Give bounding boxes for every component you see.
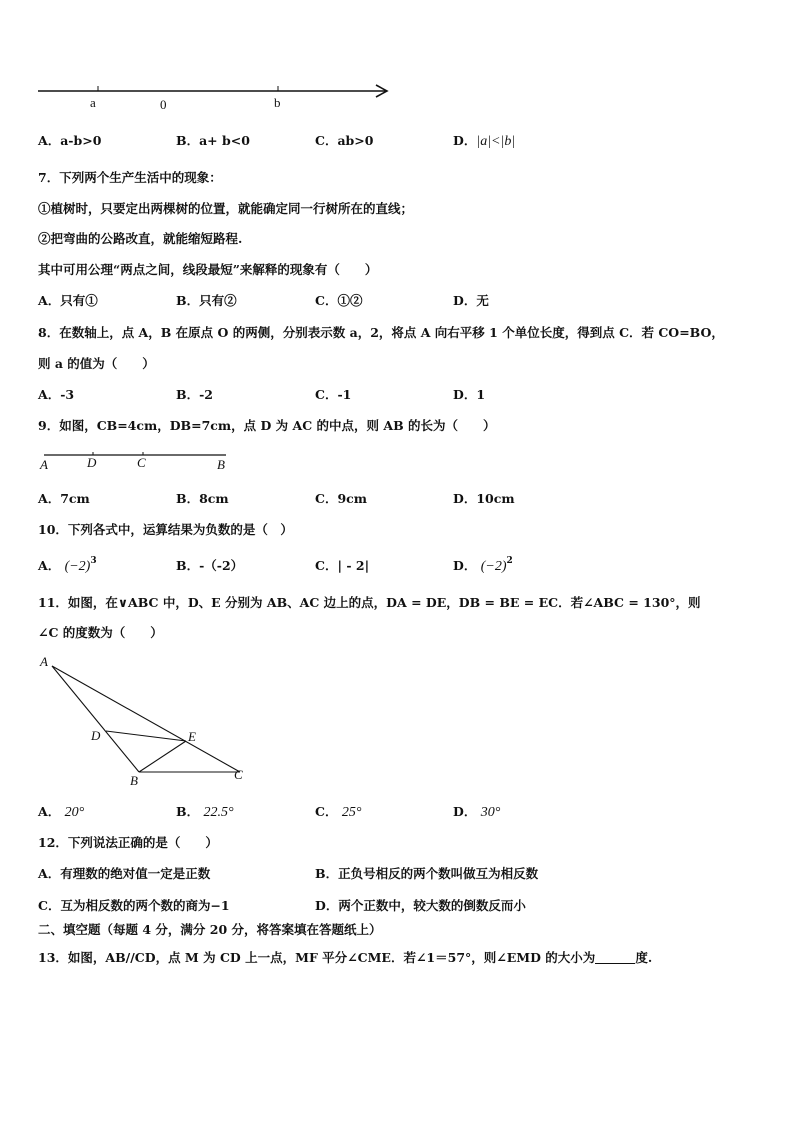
q7-item-2: ②把弯曲的公路改直，就能缩短路程. (38, 231, 243, 246)
q11-option-a[interactable]: A． 20° (38, 804, 85, 820)
q10-stem: 10．下列各式中，运算结果为负数的是（ ） (38, 522, 293, 537)
q7-option-a[interactable]: A．只有① (38, 293, 98, 308)
numberline-label-b: b (274, 95, 281, 110)
section-heading: 二、填空题（每题 4 分，满分 20 分，将答案填在答题纸上） (38, 922, 382, 937)
q10-option-a[interactable]: A． $(-2)^3$ (38, 556, 97, 574)
q7-ask: 其中可用公理“两点之间，线段最短”来解释的现象有（ ） (38, 262, 378, 277)
q12-stem: 12．下列说法正确的是（ ） (38, 835, 218, 850)
segment-label-b: B (217, 457, 225, 472)
q11-stem-2: ∠C 的度数为（ ） (38, 625, 163, 640)
triangle-label-b: B (130, 773, 138, 788)
q7-item-1: ①植树时，只要定出两棵树的位置，就能确定同一行树所在的直线； (38, 201, 414, 216)
q8-stem: 8．在数轴上，点 A，B 在原点 O 的两侧，分别表示数 a，2，将点 A 向右平移 1 个单位长度，得到点 C．若 CO=BO， (38, 325, 724, 340)
q11-option-d[interactable]: D． 30° (453, 804, 501, 820)
number-line-figure (36, 80, 396, 114)
q12-option-b[interactable]: B．正负号相反的两个数叫做互为相反数 (315, 866, 539, 881)
q7-option-c[interactable]: C．①② (315, 293, 363, 308)
q11-option-c[interactable]: C． 25° (315, 804, 362, 820)
segment-label-c: C (137, 455, 146, 470)
q10-option-b[interactable]: B．-（-2） (176, 558, 244, 573)
q8-option-b[interactable]: B．-2 (176, 387, 213, 402)
q9-option-d[interactable]: D．10cm (453, 491, 515, 506)
segment-figure (36, 448, 236, 476)
q12-option-c[interactable]: C．互为相反数的两个数的商为−1 (38, 898, 230, 913)
q9-option-c[interactable]: C．9cm (315, 491, 367, 506)
q8-option-c[interactable]: C．-1 (315, 387, 352, 402)
q10-option-d[interactable]: D． $(-2)^2$ (453, 556, 513, 574)
answer-blank[interactable] (595, 951, 635, 964)
q12-option-d[interactable]: D．两个正数中，较大数的倒数反而小 (315, 898, 526, 913)
q12-option-a[interactable]: A．有理数的绝对值一定是正数 (38, 866, 211, 881)
segment-label-d: D (87, 455, 97, 470)
q11-stem: 11．如图，在∨ABC 中，D、E 分别为 AB、AC 边上的点，DA = DE，DB = BE = EC．若∠ABC = 130°，则 (38, 595, 701, 610)
q8-option-d[interactable]: D．1 (453, 387, 486, 402)
q7-option-b[interactable]: B．只有② (176, 293, 237, 308)
q6-option-c[interactable]: C．ab>0 (315, 133, 374, 148)
triangle-label-a: A (40, 654, 48, 669)
q7-option-d[interactable]: D．无 (453, 293, 489, 308)
numberline-label-a: a (90, 95, 96, 110)
triangle-label-d: D (91, 728, 101, 743)
q8-stem-2: 则 a 的值为（ ） (38, 356, 155, 371)
q6-option-d[interactable]: D．|a|<|b| (453, 133, 516, 149)
q9-option-b[interactable]: B．8cm (176, 491, 229, 506)
triangle-label-c: C (234, 767, 243, 782)
q9-stem: 9．如图，CB=4cm，DB=7cm，点 D 为 AC 的中点，则 AB 的长为（ ） (38, 418, 496, 433)
q9-option-a[interactable]: A．7cm (38, 491, 90, 506)
segment-label-a: A (40, 457, 48, 472)
q10-option-c[interactable]: C．| - 2| (315, 558, 370, 573)
q6-option-a[interactable]: A．a-b>0 (38, 133, 102, 148)
q13-stem: 13．如图，AB//CD，点 M 为 CD 上一点，MF 平分∠CME．若∠1＝57°，则∠EMD 的大小为 度. (38, 950, 653, 965)
numberline-label-0: 0 (160, 97, 167, 112)
triangle-label-e: E (188, 729, 196, 744)
triangle-figure (36, 652, 256, 792)
q11-option-b[interactable]: B． 22.5° (176, 804, 234, 820)
q7-stem: 7．下列两个生产生活中的现象： (38, 170, 222, 185)
q8-option-a[interactable]: A．-3 (38, 387, 75, 402)
q6-option-b[interactable]: B．a+ b<0 (176, 133, 250, 148)
